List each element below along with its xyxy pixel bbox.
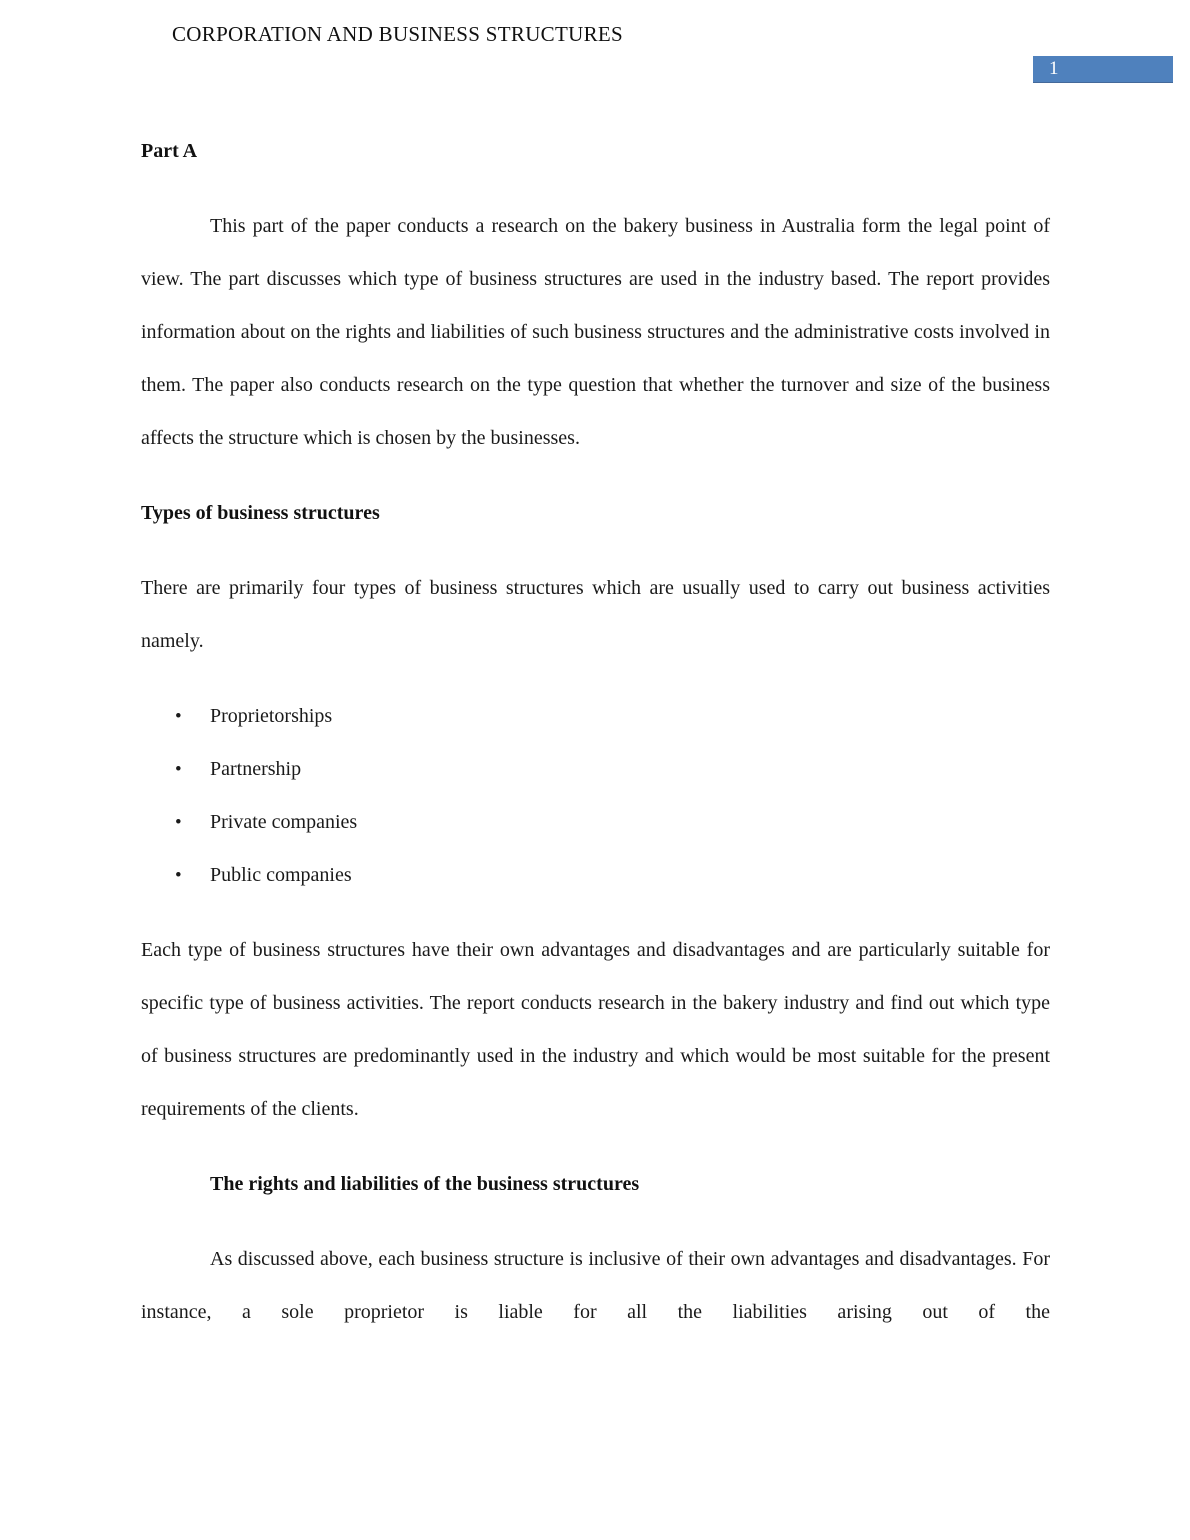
- bullet-icon: •: [175, 759, 182, 780]
- rights-paragraph: As discussed above, each business structure is inclusive of their own advantages and disadvantages. For instance, a sole proprietor is liable for all the liabilities arising out of the: [141, 1248, 1050, 1323]
- bullet-icon: •: [175, 865, 182, 886]
- list-item-label: Partnership: [210, 758, 302, 780]
- rights-heading: The rights and liabilities of the business structures: [210, 1173, 640, 1195]
- types-intro-paragraph: There are primarily four types of business structures which are usually used to carry out business activities namely.: [141, 577, 1050, 652]
- list-item: [141, 743, 1050, 796]
- list-item: [141, 849, 1050, 902]
- business-structures-list: [141, 690, 1050, 902]
- bullet-icon: •: [175, 706, 182, 727]
- intro-paragraph: This part of the paper conducts a research on the bakery business in Australia form the legal point of view. The part discusses which type of business structures are used in the industry based. The report provides information about on the rights and liabilities of such business structures and the administrative costs involved in them. The paper also conducts research on the type question that whether the turnover and size of the business affects the structure which is chosen by the businesses.: [141, 215, 1050, 449]
- bullet-icon: •: [175, 812, 182, 833]
- list-item-label: Proprietorships: [210, 705, 333, 727]
- list-item-label: Private companies: [210, 811, 358, 833]
- page-number-box: [1033, 56, 1173, 83]
- list-item: [141, 690, 1050, 743]
- types-outro-paragraph: Each type of business structures have their own advantages and disadvantages and are particularly suitable for specific type of business activities. The report conducts research in the bakery industry and find out which type of business structures are predominantly used in the industry and which would be most suitable for the present requirements of the clients.: [141, 939, 1050, 1120]
- list-item: [141, 796, 1050, 849]
- running-head: CORPORATION AND BUSINESS STRUCTURES: [172, 22, 623, 46]
- list-item-label: Public companies: [210, 864, 352, 886]
- part-a-heading: Part A: [141, 140, 198, 162]
- document-body: [141, 0, 1050, 1361]
- types-heading: Types of business structures: [141, 502, 380, 524]
- page-number: 1: [1049, 58, 1059, 79]
